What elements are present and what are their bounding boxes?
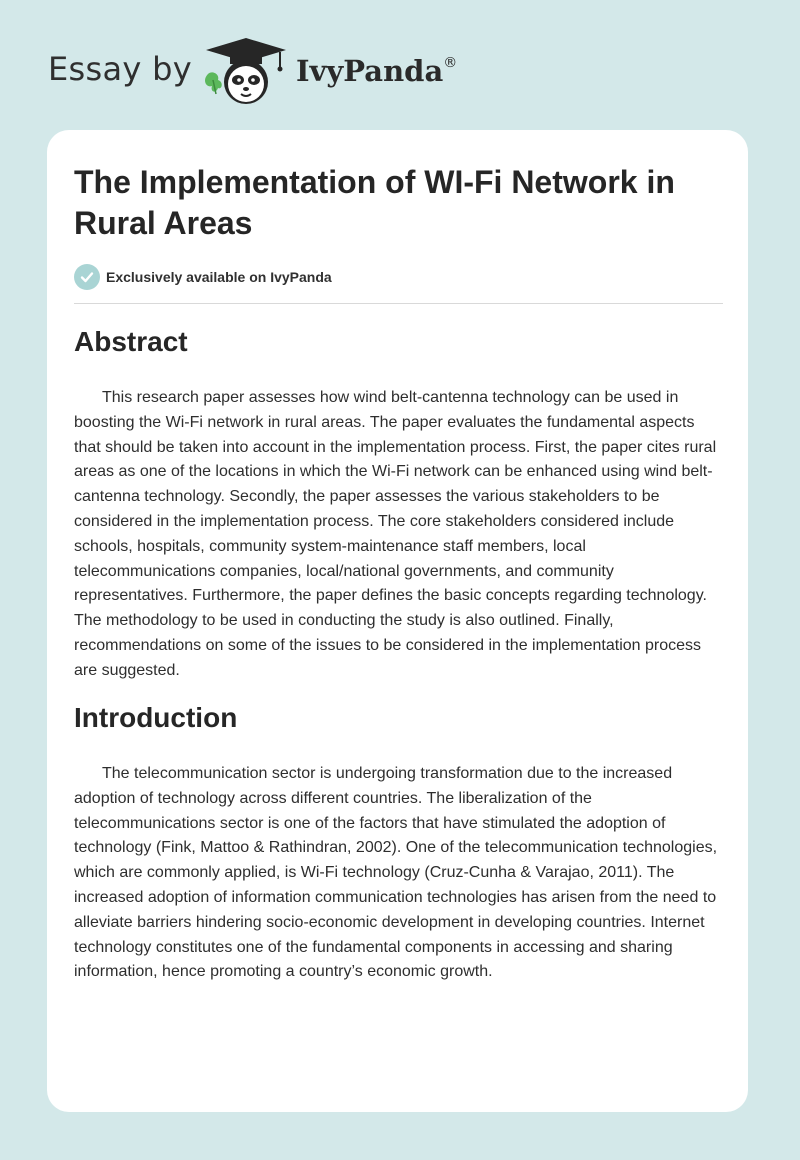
availability-badge <box>74 263 332 291</box>
essay-card <box>47 130 748 1112</box>
site-header <box>0 0 800 130</box>
ivypanda-logo-icon[interactable] <box>200 36 292 108</box>
section-heading-introduction: Introduction <box>74 702 238 733</box>
page-title: The Implementation of WI-Fi Network in Rural Areas <box>74 164 675 241</box>
section-text-abstract: This research paper assesses how wind belt-cantenna technology can be used in boosting the Wi-Fi network in rural areas. The paper evaluates the fundamental aspects that should be taken into account in the implementation process. First, the paper cites rural areas as one of the locations in which the Wi-Fi network can be enhanced using wind belt-cantenna technology. Secondly, the paper assesses the various stakeholders to be considered in the implementation process. The core stakeholders considered include schools, hospitals, community system-maintenance staff members, local telecommunications companies, local/national governments, and community representatives. Furthermore, the paper defines the basic concepts regarding technology. The methodology to be used in conducting the study is also outlined. Finally, recommendations on some of the issues to be considered in the implementation process are suggested. <box>74 389 717 679</box>
divider <box>74 303 723 304</box>
section-text-introduction: The telecommunication sector is undergoing transformation due to the increased adoption of technology across different countries. The liberalization of the telecommunications sector is one of the factors that have stimulated the adoption of technology (Fink, Mattoo & Rathindran, 2002). One of the telecommunication technologies, which are commonly applied, is Wi-Fi technology (Cruz-Cunha & Varajao, 2011). The increased adoption of information communication technologies has arisen from the need to alleviate barriers hindering socio-economic development in developing countries. Internet technology constitutes one of the fundamental components in accessing and sharing information, hence promoting a country’s economic growth. <box>74 765 718 981</box>
section-heading-abstract: Abstract <box>74 326 188 357</box>
badge-label: Exclusively available on IvyPanda <box>106 269 332 285</box>
check-icon <box>74 264 100 290</box>
essay-by-label: Essay by <box>48 50 192 88</box>
brand-name[interactable]: IvyPanda® <box>296 54 458 88</box>
